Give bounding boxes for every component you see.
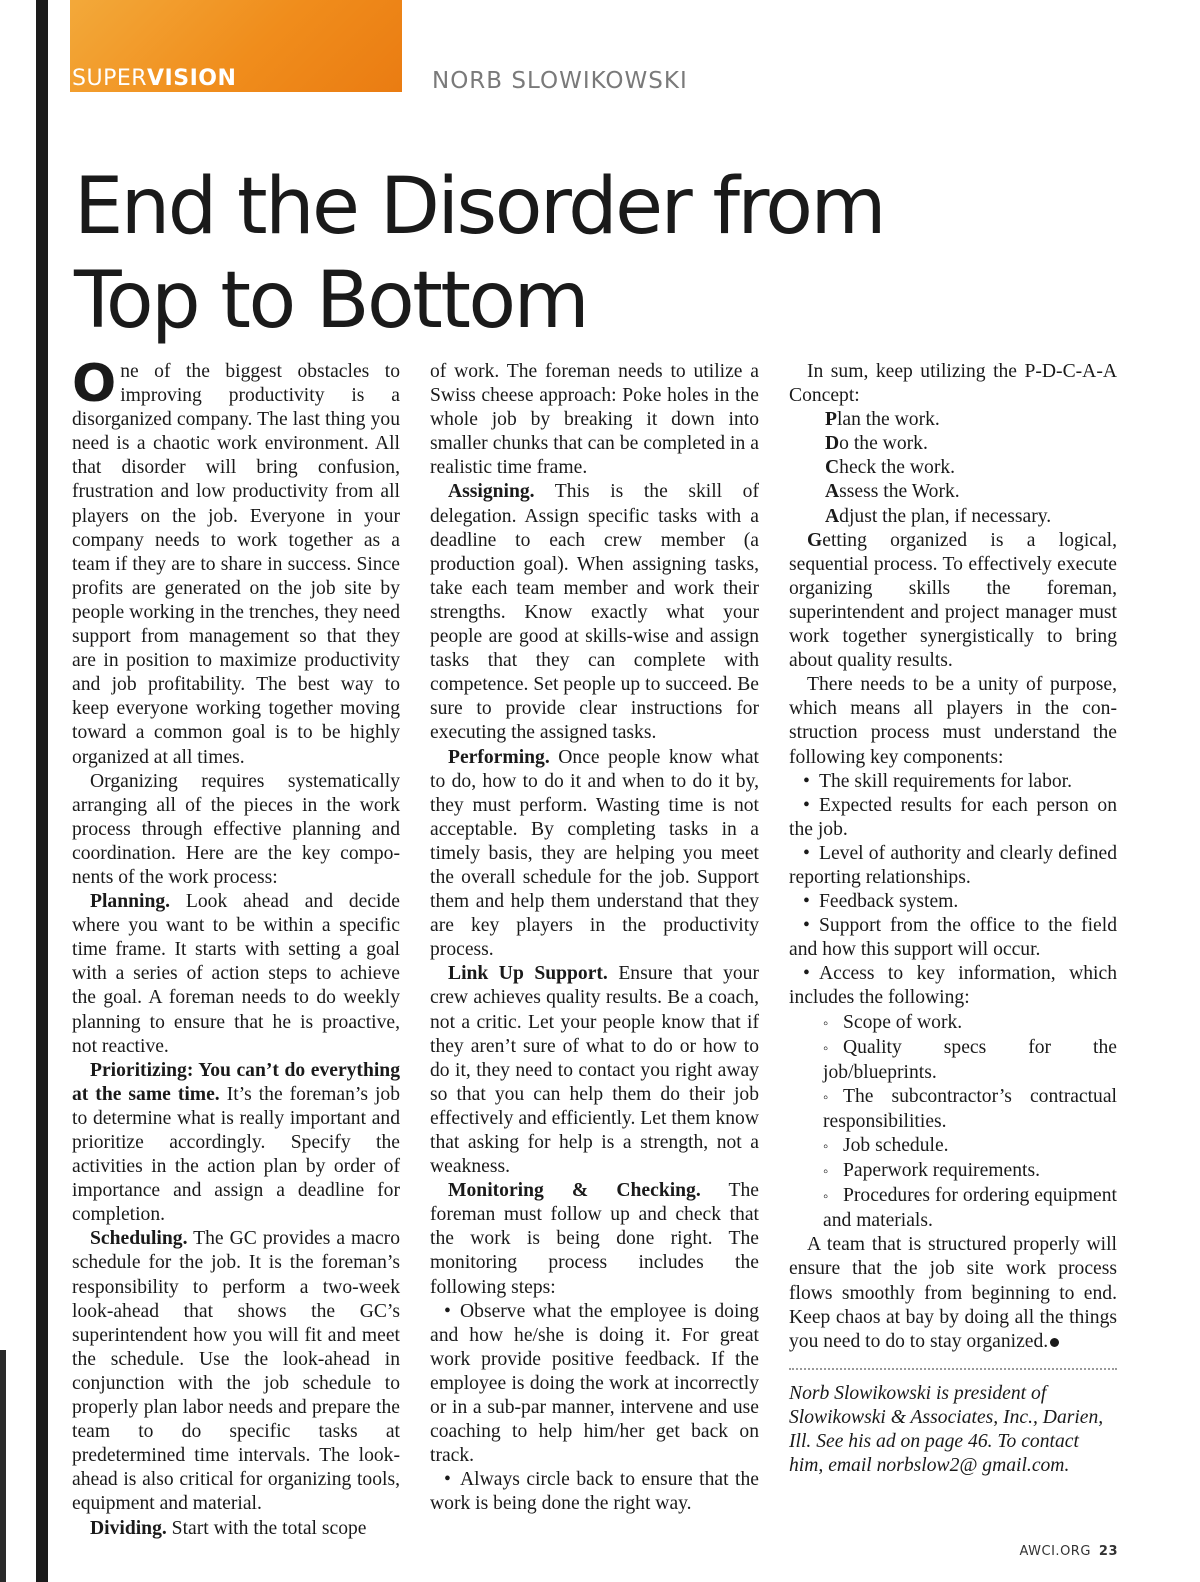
bullet-icon: • xyxy=(803,770,810,792)
title-line-1: End the Disorder from xyxy=(74,162,884,252)
list-item: ◦ The subcontractor’s contractual responsibilities. xyxy=(823,1085,1117,1132)
scheduling-text: The GC provides a macro schedule for the job. It is the foreman’s responsibility to perform a two-week look-ahead that shows the GC’s superintendent how you will fit and meet the schedule. Use the look-ahead in conjunction with the job schedule to properly plan labor needs and prepare the team to do specific tasks at predetermined time intervals. The look-ahead is also critical for organizing tools, equipment and material. xyxy=(72,1228,400,1515)
list-item: • Observe what the employee is doing and how he/she is doing it. For great work provide positive feedback. If the employee is doing the work at incorrectly or in a sub-par manner, intervene and use coaching to help him/her get back on track. xyxy=(430,1300,759,1467)
intro-paragraph xyxy=(72,354,400,770)
list-item: • Level of authority and clearly defined reporting relationships. xyxy=(789,842,1117,888)
dividing-text: Start with the total scope xyxy=(166,1517,367,1539)
prioritizing-text: It’s the foreman’s job to determine what is really important and prioritize accordingly. Specify the activities in the action plan by order of importance and assign a deadline for completion. xyxy=(72,1083,401,1226)
bullet-icon: • xyxy=(803,963,810,985)
list-item: • Feedback system. xyxy=(789,890,1117,914)
title-line-2: Top to Bottom xyxy=(74,256,588,346)
circle-bullet-icon: ◦ xyxy=(823,1015,829,1032)
article-column-2 xyxy=(430,360,759,1517)
pdca-step-assess: Assess the Work. xyxy=(825,481,960,503)
page-edge-bar xyxy=(0,1350,6,1582)
author-name: NORB SLOWIKOWSKI xyxy=(432,68,688,94)
article-column-3 xyxy=(789,360,1117,1478)
monitoring-steps-list xyxy=(430,1300,759,1517)
bullet-icon: • xyxy=(803,915,810,937)
planning-lead: Planning. xyxy=(90,891,171,913)
performing-paragraph xyxy=(430,746,759,963)
monitoring-paragraph xyxy=(430,1179,759,1299)
closing-paragraph: A team that is structured properly will ensure that the job site work process flows smoothly from beginning to end. Keep chaos at bay by doing all the things you need to do to stay organized. xyxy=(789,1234,1117,1352)
author-bio: Norb Slowikowski is president of Slowikowski & Associates, Inc., Darien, Ill. See his ad on page 46. To contact him, email norbslow2@ gmail.com. xyxy=(789,1382,1104,1477)
pdca-step-check: Check the work. xyxy=(825,457,956,479)
bullet-icon: • xyxy=(803,891,810,913)
pdca-step-adjust: Adjust the plan, if necessary. xyxy=(825,505,1052,527)
planning-text: Look ahead and decide where you want to be within a specific time frame. It starts with setting a goal with a series of action steps to achieve the goal. A foreman needs to do weekly planning to ensure that he is proactive, not reactive. xyxy=(72,891,400,1057)
link-up-support-lead: Link Up Support. xyxy=(448,963,608,985)
intro-text: ne of the biggest obstacles to improving productivity is a disorganized company. The last thing you need is a chaotic work environment. All that disorder will bring confusion, frustration and low productivity from all players on the job. Everyone in your company needs to work together as a team if they are to share in success. Since profits are generated on the job site by people working in the trenches, they need support from management so that they are in position to maximize productivity and job profitability. The best way to keep everyone working together moving toward a common goal is to be highly organized at all times. xyxy=(72,361,400,768)
section-label-light: SUPER xyxy=(72,66,148,91)
section-label-bold: VISION xyxy=(147,66,237,91)
end-mark-icon xyxy=(1050,1338,1059,1347)
article-title xyxy=(74,160,1154,348)
bullet-icon: • xyxy=(444,1300,451,1322)
performing-text: Once people know what to do, how to do it and when to do it by, they must perform. Wasting time is not acceptable. By completing tasks in a timely basis, they are helping you meet the overall schedule for the job. Support them and help them understand that they are key players in the productivity process. xyxy=(430,746,759,961)
link-up-support-paragraph xyxy=(430,962,759,1179)
bio-divider xyxy=(789,1368,1117,1370)
list-item: ◦ Job schedule. xyxy=(823,1134,1117,1159)
assigning-text: This is the skill of delegation. Assign specific tasks with a deadline to each crew member (a production goal). When assigning tasks, take each team member and work their strengths. Know exactly what your people are good at skills-wise and assign tasks that they can complete with competence. Set people up to succeed. Be sure to provide clear instructions for executing the assigned tasks. xyxy=(430,481,759,744)
dividing-lead: Dividing. xyxy=(90,1517,167,1539)
monitoring-text: The foreman must follow up and check that the work is being done right. The monitoring process includes the following steps: xyxy=(430,1180,759,1298)
list-item: ◦ Procedures for ordering equipment and materials. xyxy=(823,1185,1117,1232)
drop-cap: O xyxy=(72,354,117,414)
performing-lead: Performing. xyxy=(448,746,550,768)
key-information-sublist xyxy=(789,1011,1117,1234)
circle-bullet-icon: ◦ xyxy=(823,1040,829,1057)
list-item: • Access to key information, which includes the following: xyxy=(789,963,1117,1009)
pdca-step-plan: Plan the work. xyxy=(825,409,940,431)
circle-bullet-icon: ◦ xyxy=(823,1164,829,1181)
circle-bullet-icon: ◦ xyxy=(823,1089,829,1106)
list-item: ◦ Scope of work. xyxy=(823,1011,1117,1036)
assigning-paragraph xyxy=(430,480,759,745)
circle-bullet-icon: ◦ xyxy=(823,1189,829,1206)
article-column-1 xyxy=(72,354,401,1541)
list-item: ◦ Paperwork requirements. xyxy=(823,1159,1117,1184)
getting-organized-paragraph: Getting organized is a logical, sequential process. To effectively execute organizing skills the foreman, superintendent and project manager must work together synergistically to bring about quality results. xyxy=(789,529,1117,672)
getting-organized-letter: G xyxy=(807,529,823,551)
list-item: ◦ Quality specs for the job/blueprints. xyxy=(823,1036,1117,1083)
pdca-step-do: Do the work. xyxy=(825,433,928,455)
section-label xyxy=(72,67,236,91)
page-number: 23 xyxy=(1098,1544,1118,1559)
link-up-support-text: Ensure that your crew achieves quality results. Be a coach, not a critic. Let your people know that if they aren’t sure of what to do or how to do it, they need to contact you right away so that you can help them do their job effectively and efficiently. Let them know that asking for help is a strength, not a weakness. xyxy=(430,963,760,1178)
bullet-icon: • xyxy=(444,1469,451,1491)
scheduling-paragraph xyxy=(72,1227,400,1516)
list-item: • Support from the office to the field and how this support will occur. xyxy=(789,915,1117,961)
prioritizing-lead: Prioritizing: You can’t do everything at the same time. xyxy=(72,1059,400,1105)
list-item: • Always circle back to ensure that the work is being done the right way. xyxy=(430,1469,759,1515)
organizing-paragraph: Organizing requires systematically arranging all of the pieces in the work process through effective planning and coordination. Here are the key components of the work process: xyxy=(72,770,400,888)
circle-bullet-icon: ◦ xyxy=(823,1139,829,1155)
list-item: • The skill requirements for labor. xyxy=(789,770,1117,794)
unity-paragraph: There needs to be a unity of purpose, which means all players in the construction process must understand the following key components: xyxy=(789,674,1117,768)
bullet-icon: • xyxy=(803,794,810,816)
dividing-continued-paragraph: of work. The foreman needs to utilize a Swiss cheese approach: Poke holes in the whole job by breaking it down into smaller chunks that can be completed in a realistic time frame. xyxy=(430,361,759,479)
page-spine-bar xyxy=(36,0,48,1582)
scheduling-lead: Scheduling. xyxy=(90,1228,188,1250)
bullet-icon: • xyxy=(803,842,810,864)
monitoring-lead: Monitoring & Checking. xyxy=(448,1180,701,1202)
assigning-lead: Assigning. xyxy=(448,481,535,503)
dividing-paragraph xyxy=(72,1517,400,1541)
footer-site: AWCI.ORG xyxy=(1019,1544,1091,1559)
page-footer xyxy=(1019,1544,1118,1559)
planning-paragraph xyxy=(72,890,400,1059)
list-item: • Expected results for each person on the job. xyxy=(789,794,1117,840)
key-components-list xyxy=(789,770,1117,1011)
pdca-intro-paragraph: In sum, keep utilizing the P-D-C-A-A Concept: xyxy=(789,361,1117,407)
prioritizing-paragraph xyxy=(72,1059,400,1228)
